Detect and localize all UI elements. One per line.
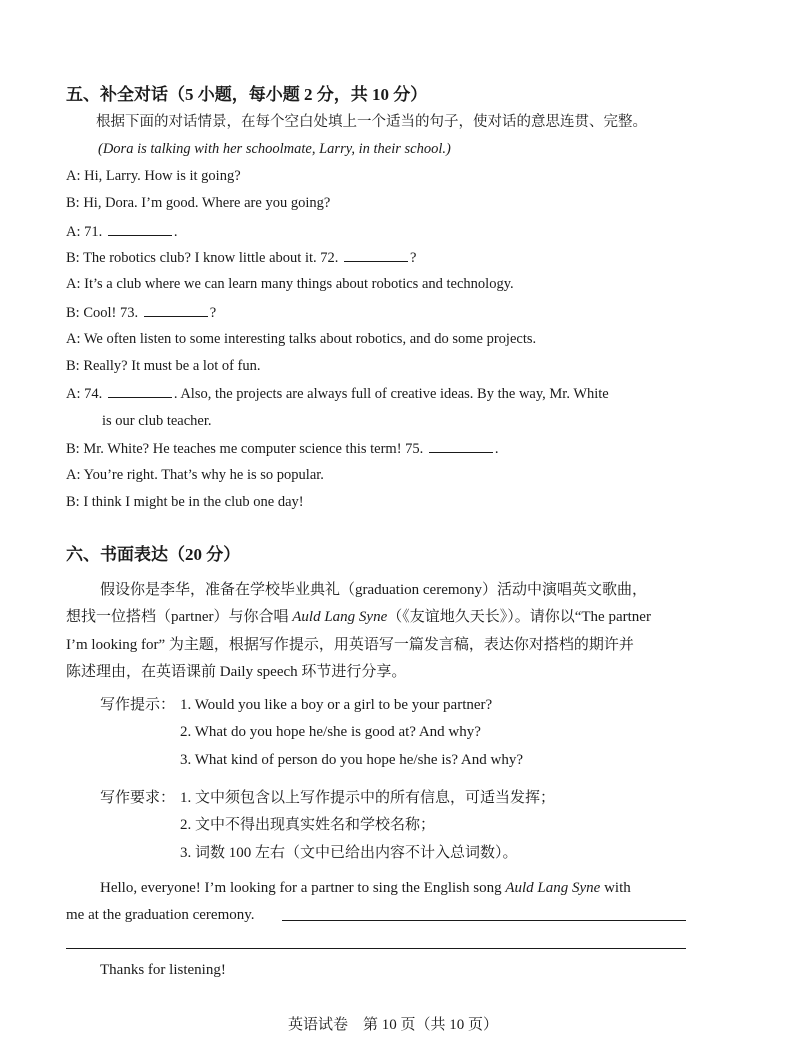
dialogue-line: B: Cool! 73. ? bbox=[66, 302, 216, 323]
section5-heading: 五、补全对话（5 小题，每小题 2 分，共 10 分） bbox=[66, 85, 428, 104]
answer-blank-74[interactable] bbox=[108, 383, 172, 398]
dialogue-line: A: 71. . bbox=[66, 221, 178, 242]
writing-prompt-line: 陈述理由，在英语课前 Daily speech 环节进行分享。 bbox=[66, 664, 407, 680]
dialogue-line: B: I think I might be in the club one day! bbox=[66, 494, 304, 510]
writing-line[interactable] bbox=[66, 948, 686, 949]
section5-instruction: 根据下面的对话情景，在每个空白处填上一个适当的句子，使对话的意思连贯、完整。 bbox=[96, 114, 647, 130]
essay-opening: Hello, everyone! I’m looking for a partner to sing the English song Auld Lang Syne with bbox=[100, 880, 631, 896]
writing-tips-label: 写作提示： bbox=[100, 697, 176, 713]
essay-opening-cont: me at the graduation ceremony. bbox=[66, 907, 255, 923]
dialogue-context: (Dora is talking with her schoolmate, Larry, in their school.) bbox=[98, 141, 451, 157]
dialogue-line: B: Really? It must be a lot of fun. bbox=[66, 358, 261, 374]
answer-blank-75[interactable] bbox=[429, 438, 493, 453]
answer-blank-72[interactable] bbox=[344, 247, 408, 262]
writing-tip: 2. What do you hope he/she is good at? And why? bbox=[180, 724, 481, 740]
dialogue-line: is our club teacher. bbox=[102, 413, 212, 429]
dialogue-line: A: Hi, Larry. How is it going? bbox=[66, 168, 241, 184]
writing-prompt-line: 想找一位搭档（partner）与你合唱 Auld Lang Syne（《友谊地久天长》）。请你以“The partner bbox=[66, 609, 651, 625]
dialogue-line: A: 74. . Also, the projects are always full of creative ideas. By the way, Mr. White bbox=[66, 383, 609, 404]
writing-prompt-line: 假设你是李华，准备在学校毕业典礼（graduation ceremony）活动中演唱英文歌曲， bbox=[100, 582, 648, 598]
writing-requirement: 3. 词数 100 左右（文中已给出内容不计入总词数）。 bbox=[180, 845, 518, 861]
page-footer: 英语试卷 第 10 页（共 10 页） bbox=[287, 1017, 498, 1033]
writing-tip: 3. What kind of person do you hope he/she is? And why? bbox=[180, 752, 524, 768]
dialogue-line: B: Hi, Dora. I’m good. Where are you going? bbox=[66, 195, 331, 211]
essay-closing: Thanks for listening! bbox=[100, 962, 226, 978]
answer-blank-71[interactable] bbox=[108, 221, 172, 236]
dialogue-line: A: It’s a club where we can learn many things about robotics and technology. bbox=[66, 276, 514, 292]
dialogue-line: A: You’re right. That’s why he is so popular. bbox=[66, 467, 324, 483]
writing-prompt-line: I’m looking for” 为主题，根据写作提示，用英语写一篇发言稿，表达你对搭档的期许并 bbox=[66, 637, 634, 653]
dialogue-line: B: The robotics club? I know little about it. 72. ? bbox=[66, 247, 416, 268]
writing-requirement: 2. 文中不得出现真实姓名和学校名称； bbox=[180, 817, 436, 833]
writing-tip: 1. Would you like a boy or a girl to be your partner? bbox=[180, 697, 493, 713]
dialogue-line: B: Mr. White? He teaches me computer science this term! 75. . bbox=[66, 438, 499, 459]
answer-blank-73[interactable] bbox=[144, 302, 208, 317]
section6-heading: 六、书面表达（20 分） bbox=[66, 545, 241, 564]
writing-requirement: 1. 文中须包含以上写作提示中的所有信息，可适当发挥； bbox=[180, 790, 556, 806]
writing-req-label: 写作要求： bbox=[100, 790, 176, 806]
writing-line[interactable] bbox=[282, 920, 686, 921]
dialogue-line: A: We often listen to some interesting talks about robotics, and do some projects. bbox=[66, 331, 537, 347]
